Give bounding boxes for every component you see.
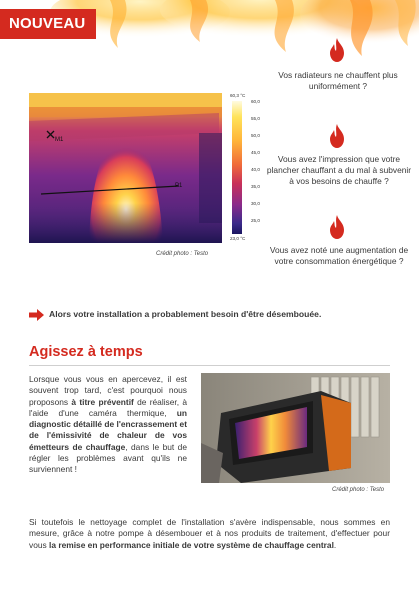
scale-max-label: 60,3 °C [230,93,246,98]
marker-m1-label: M1 [55,137,64,143]
closing-paragraph: Si toutefois le nettoyage complet de l'installation s'avère indispensable, nous sommes en mesure, grâce à notre pompe à désembouer et à nos produits de traitement, d'effectuer pour vous la remise en performance initiale de votre système de chauffage central. [29,517,390,550]
question-text: Vos radiateurs ne chauffent plus uniformément ? [278,70,398,91]
scale-tick-label: 40,0 [251,167,260,172]
arrow-right-icon [29,308,44,320]
scale-tick-label: 45,0 [251,150,260,155]
conclusion-text: Alors votre installation a probablement besoin d'être désembouée. [49,309,322,319]
scale-min-label: 23,0 °C [230,236,246,241]
color-bar [232,101,242,234]
scale-tick-label: 60,0 [251,99,260,104]
scale-tick-label: 35,0 [251,184,260,189]
thermal-camera-photo [201,373,390,483]
flame-icon [329,124,345,148]
profile-line-p1-label: P1 [175,183,183,189]
question-text: Vous avez l'impression que votre plancher chauffant a du mal à subvenir à vos besoins de chauffe ? [266,154,412,186]
nouveau-badge: NOUVEAU [0,9,96,39]
flame-icon [329,38,345,62]
flame-icon [329,215,345,239]
thermal-photo-credit: Crédit photo : Testo [156,251,209,257]
scale-tick-label: 30,0 [251,201,260,206]
scale-tick-label: 55,0 [251,116,260,121]
scale-tick-label: 50,0 [251,133,260,138]
question-text: Vous avez noté une augmentation de votre consommation énergétique ? [269,245,409,266]
thermal-image [29,93,222,243]
section-title: Agissez à temps [29,344,143,360]
scale-tick-label: 25,0 [251,218,260,223]
temperature-scale [229,93,271,245]
conclusion-line [29,306,321,322]
section-divider [29,365,390,366]
intro-paragraph: Lorsque vous vous en apercevez, il est souvent trop tard, c'est pourquoi nous proposons à titre préventif de réaliser, à l'aide d'une caméra thermique, un diagnostic détaillé de l'encrassement et de l'émissivité de chaleur de vos émetteurs de chauffage, dans le but de régler les problèmes avant qu'ils ne surviennent ! [29,374,188,475]
camera-photo-credit: Crédit photo : Testo [332,487,385,493]
